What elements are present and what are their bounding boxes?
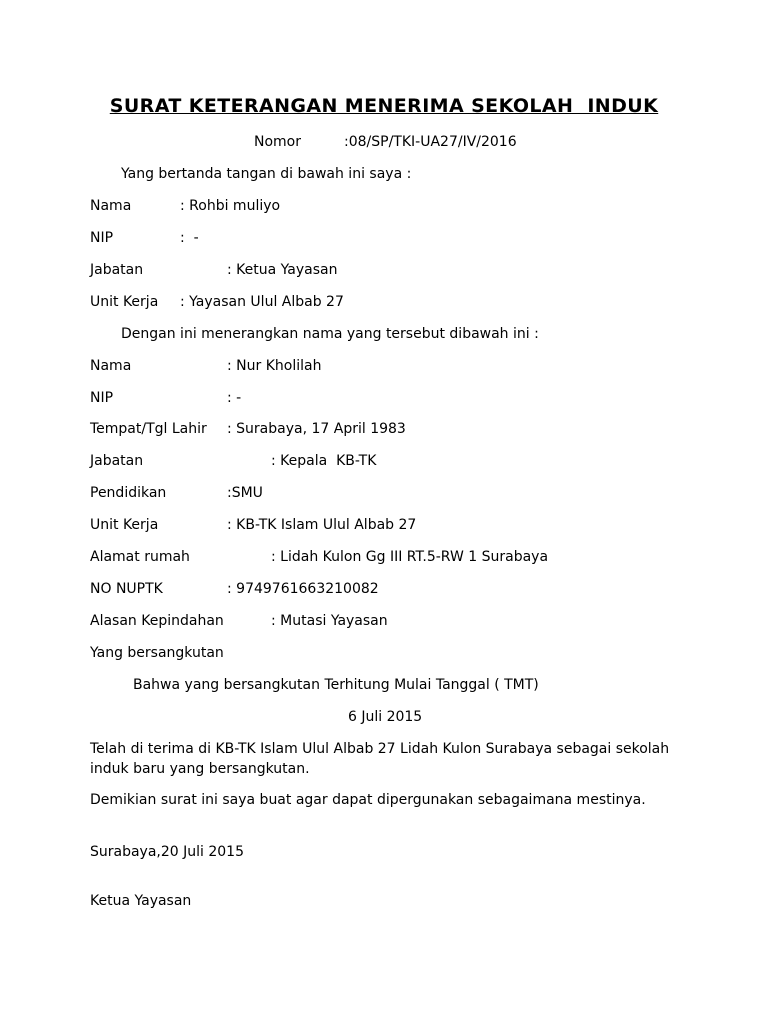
subject-ttl-label: Tempat/Tgl Lahir xyxy=(90,421,207,437)
subject-alamat-label: Alamat rumah xyxy=(90,549,190,565)
intro-subject: Dengan ini menerangkan nama yang tersebut dibawah ini : xyxy=(121,326,539,342)
subject-nip-value: : - xyxy=(227,390,242,406)
subject-alasan-value: : Mutasi Yayasan xyxy=(271,613,388,629)
signer-nama-label: Nama xyxy=(90,198,132,214)
signer-unit-value: : Yayasan Ulul Albab 27 xyxy=(180,294,344,310)
paragraph-diterima: Telah di terima di KB-TK Islam Ulul Albab 27 Lidah Kulon Surabaya sebagai sekolah induk baru yang bersangkutan. xyxy=(90,741,670,777)
paragraph-demikian: Demikian surat ini saya buat agar dapat dipergunakan sebagaimana mestinya. xyxy=(90,792,646,808)
subject-nuptk-label: NO NUPTK xyxy=(90,581,163,597)
signer-nip-value: : - xyxy=(180,230,199,246)
subject-alasan-label: Alasan Kepindahan xyxy=(90,613,224,629)
subject-nuptk-value: : 9749761663210082 xyxy=(227,581,379,597)
subject-alamat-value: : Lidah Kulon Gg III RT.5-RW 1 Surabaya xyxy=(271,549,549,565)
subject-unit-label: Unit Kerja xyxy=(90,517,159,533)
place-date: Surabaya,20 Juli 2015 xyxy=(90,844,244,860)
signer-unit-label: Unit Kerja xyxy=(90,294,159,310)
subject-nama-label: Nama xyxy=(90,358,132,374)
signer-title: Ketua Yayasan xyxy=(90,893,192,909)
tmt-date: 6 Juli 2015 xyxy=(348,709,423,725)
subject-nama-value: : Nur Kholilah xyxy=(227,358,322,374)
yang-bersangkutan: Yang bersangkutan xyxy=(90,645,224,661)
subject-nip-label: NIP xyxy=(90,390,114,406)
intro-signer: Yang bertanda tangan di bawah ini saya : xyxy=(121,166,412,182)
signer-nama-value: : Rohbi muliyo xyxy=(180,198,281,214)
tmt-line: Bahwa yang bersangkutan Terhitung Mulai Tanggal ( TMT) xyxy=(133,677,539,693)
nomor-value: :08/SP/TKI-UA27/IV/2016 xyxy=(344,134,517,150)
subject-pendidikan-value: :SMU xyxy=(227,485,263,501)
signer-jabatan-value: : Ketua Yayasan xyxy=(227,262,338,278)
subject-jabatan-value: : Kepala KB-TK xyxy=(271,453,377,469)
signer-jabatan-label: Jabatan xyxy=(90,262,144,278)
letter-title: SURAT KETERANGAN MENERIMA SEKOLAH INDUK xyxy=(109,95,659,117)
subject-unit-value: : KB-TK Islam Ulul Albab 27 xyxy=(227,517,417,533)
subject-jabatan-label: Jabatan xyxy=(90,453,144,469)
subject-ttl-value: : Surabaya, 17 April 1983 xyxy=(227,421,406,437)
nomor-label: Nomor xyxy=(254,134,301,150)
subject-pendidikan-label: Pendidikan xyxy=(90,485,167,501)
signer-nip-label: NIP xyxy=(90,230,114,246)
